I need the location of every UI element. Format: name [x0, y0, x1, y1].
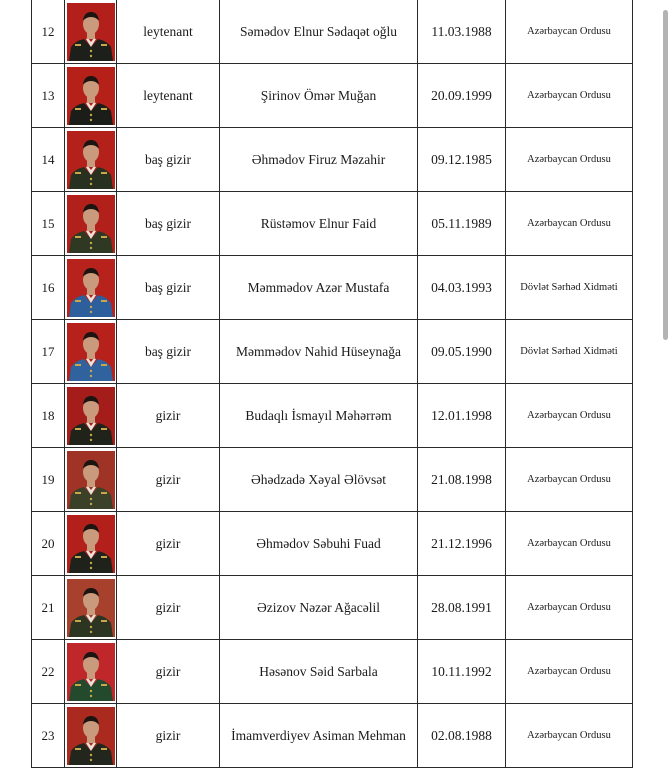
- personnel-table: [31, 0, 633, 768]
- row-number: 18: [32, 384, 65, 448]
- photo-cell: [65, 704, 117, 768]
- row-number: 20: [32, 512, 65, 576]
- photo-cell: [65, 384, 117, 448]
- photo-cell: [65, 576, 117, 640]
- table-row: [32, 512, 633, 576]
- birth-date-cell: 20.09.1999: [418, 64, 506, 128]
- name-cell: Rüstəmov Elnur Faid: [220, 192, 418, 256]
- photo-cell: [65, 256, 117, 320]
- table-row: [32, 448, 633, 512]
- row-number: 23: [32, 704, 65, 768]
- row-number: 19: [32, 448, 65, 512]
- unit-cell: Dövlət Sərhəd Xidməti: [506, 256, 633, 320]
- soldier-portrait-icon: [67, 515, 115, 573]
- row-number: 22: [32, 640, 65, 704]
- birth-date-cell: 09.12.1985: [418, 128, 506, 192]
- rank-cell: gizir: [117, 448, 220, 512]
- rank-cell: baş gizir: [117, 256, 220, 320]
- rank-cell: baş gizir: [117, 320, 220, 384]
- name-cell: İmamverdiyev Asiman Mehman: [220, 704, 418, 768]
- table-row: [32, 64, 633, 128]
- rank-cell: gizir: [117, 640, 220, 704]
- soldier-portrait-icon: [67, 3, 115, 61]
- soldier-portrait-icon: [67, 131, 115, 189]
- photo-cell: [65, 128, 117, 192]
- name-cell: Əhmədov Firuz Məzahir: [220, 128, 418, 192]
- rank-cell: leytenant: [117, 0, 220, 64]
- table-row: [32, 384, 633, 448]
- birth-date-cell: 10.11.1992: [418, 640, 506, 704]
- photo-cell: [65, 448, 117, 512]
- rank-cell: gizir: [117, 512, 220, 576]
- rank-cell: leytenant: [117, 64, 220, 128]
- birth-date-cell: 04.03.1993: [418, 256, 506, 320]
- rank-cell: gizir: [117, 576, 220, 640]
- table-body: [32, 0, 633, 768]
- unit-cell: Azərbaycan Ordusu: [506, 384, 633, 448]
- unit-cell: Azərbaycan Ordusu: [506, 512, 633, 576]
- row-number: 14: [32, 128, 65, 192]
- row-number: 17: [32, 320, 65, 384]
- birth-date-cell: 21.08.1998: [418, 448, 506, 512]
- photo-cell: [65, 192, 117, 256]
- photo-cell: [65, 512, 117, 576]
- soldier-portrait-icon: [67, 387, 115, 445]
- rank-cell: gizir: [117, 704, 220, 768]
- unit-cell: Azərbaycan Ordusu: [506, 704, 633, 768]
- birth-date-cell: 09.05.1990: [418, 320, 506, 384]
- soldier-portrait-icon: [67, 67, 115, 125]
- unit-cell: Azərbaycan Ordusu: [506, 0, 633, 64]
- name-cell: Şirinov Ömər Muğan: [220, 64, 418, 128]
- table-row: [32, 256, 633, 320]
- unit-cell: Azərbaycan Ordusu: [506, 64, 633, 128]
- unit-cell: Dövlət Sərhəd Xidməti: [506, 320, 633, 384]
- photo-cell: [65, 640, 117, 704]
- row-number: 21: [32, 576, 65, 640]
- name-cell: Məmmədov Azər Mustafa: [220, 256, 418, 320]
- photo-cell: [65, 320, 117, 384]
- table-row: [32, 320, 633, 384]
- soldier-portrait-icon: [67, 579, 115, 637]
- name-cell: Əzizov Nəzər Ağacəlil: [220, 576, 418, 640]
- name-cell: Əhədzadə Xəyal Əlövsət: [220, 448, 418, 512]
- rank-cell: gizir: [117, 384, 220, 448]
- birth-date-cell: 21.12.1996: [418, 512, 506, 576]
- name-cell: Məmmədov Nahid Hüseynağa: [220, 320, 418, 384]
- soldier-portrait-icon: [67, 643, 115, 701]
- soldier-portrait-icon: [67, 323, 115, 381]
- photo-cell: [65, 64, 117, 128]
- unit-cell: Azərbaycan Ordusu: [506, 192, 633, 256]
- unit-cell: Azərbaycan Ordusu: [506, 640, 633, 704]
- scrollbar[interactable]: [663, 10, 668, 340]
- rank-cell: baş gizir: [117, 128, 220, 192]
- name-cell: Əhmədov Səbuhi Fuad: [220, 512, 418, 576]
- soldier-portrait-icon: [67, 707, 115, 765]
- unit-cell: Azərbaycan Ordusu: [506, 576, 633, 640]
- birth-date-cell: 11.03.1988: [418, 0, 506, 64]
- unit-cell: Azərbaycan Ordusu: [506, 448, 633, 512]
- table-row: [32, 640, 633, 704]
- soldier-portrait-icon: [67, 451, 115, 509]
- name-cell: Həsənov Səid Sarbala: [220, 640, 418, 704]
- name-cell: Budaqlı İsmayıl Məhərrəm: [220, 384, 418, 448]
- row-number: 16: [32, 256, 65, 320]
- table-row: [32, 128, 633, 192]
- name-cell: Səmədov Elnur Sədaqət oğlu: [220, 0, 418, 64]
- table-row: [32, 704, 633, 768]
- rank-cell: baş gizir: [117, 192, 220, 256]
- soldier-portrait-icon: [67, 259, 115, 317]
- birth-date-cell: 12.01.1998: [418, 384, 506, 448]
- table-row: [32, 0, 633, 64]
- row-number: 15: [32, 192, 65, 256]
- table-row: [32, 576, 633, 640]
- unit-cell: Azərbaycan Ordusu: [506, 128, 633, 192]
- table-row: [32, 192, 633, 256]
- row-number: 13: [32, 64, 65, 128]
- row-number: 12: [32, 0, 65, 64]
- birth-date-cell: 05.11.1989: [418, 192, 506, 256]
- birth-date-cell: 02.08.1988: [418, 704, 506, 768]
- soldier-portrait-icon: [67, 195, 115, 253]
- photo-cell: [65, 0, 117, 64]
- birth-date-cell: 28.08.1991: [418, 576, 506, 640]
